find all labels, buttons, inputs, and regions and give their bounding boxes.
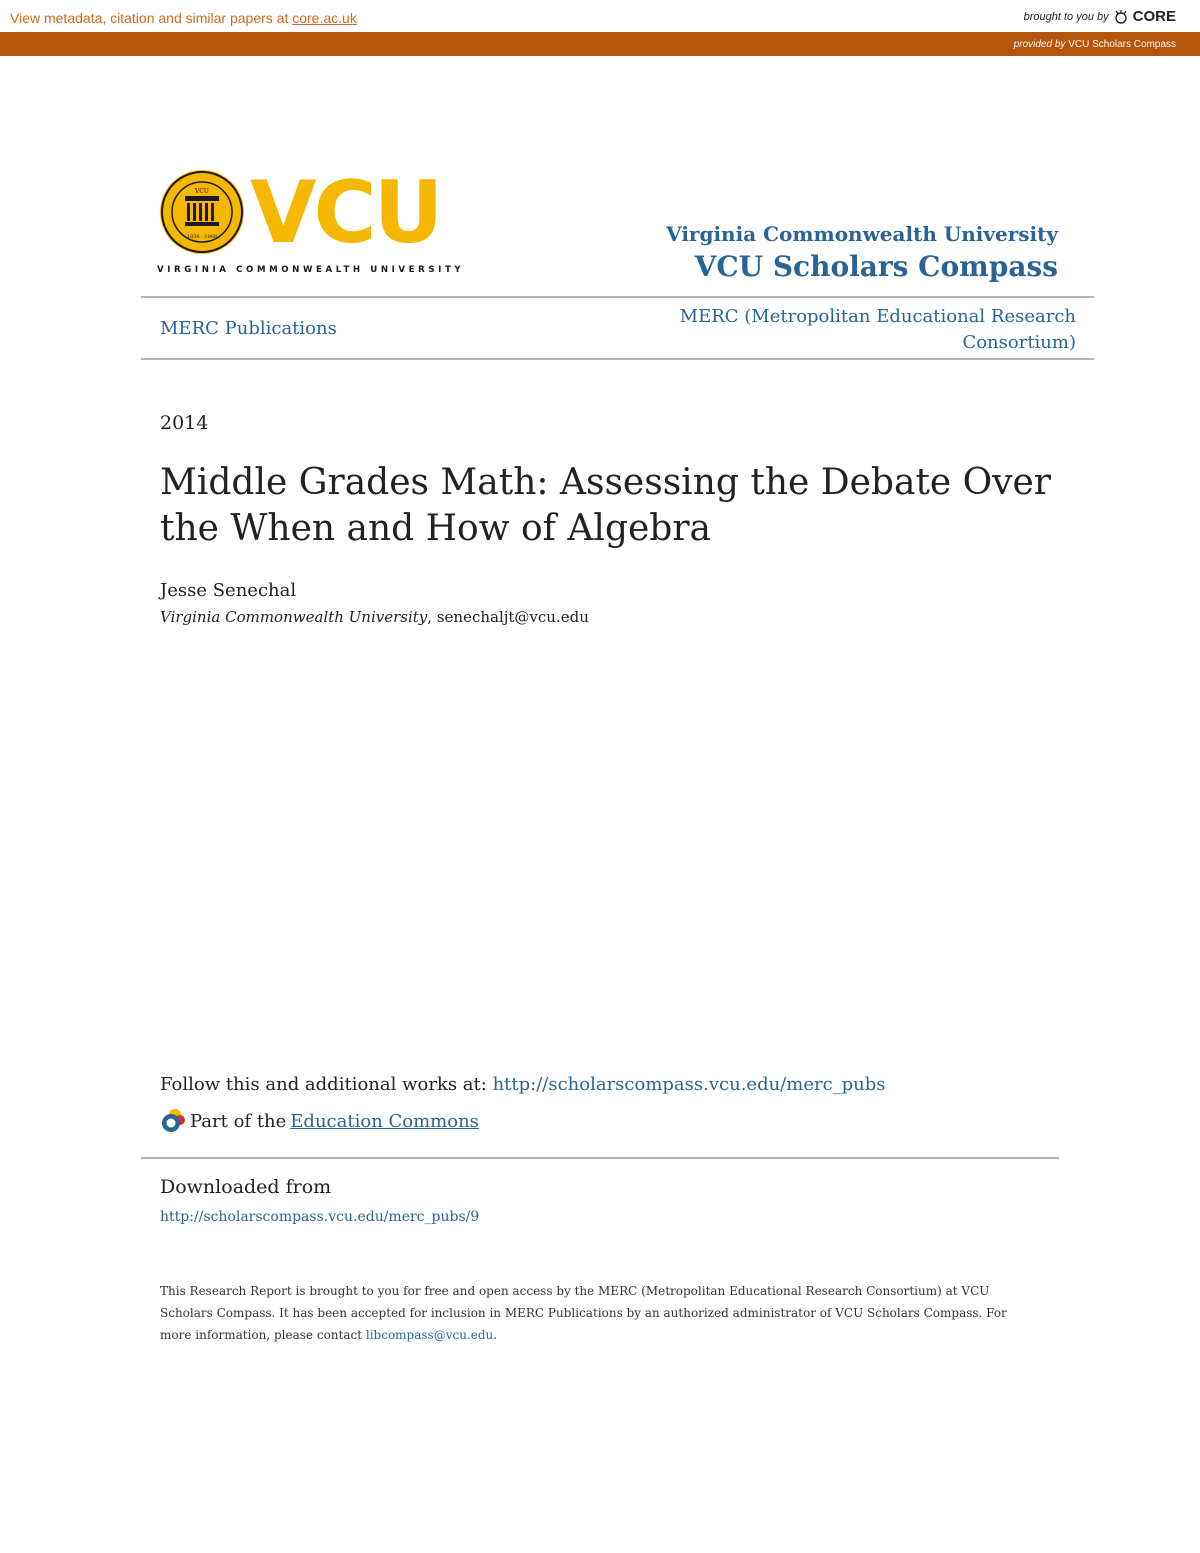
seal-year-text: 1838 · 1968 xyxy=(186,234,218,240)
commons-network-icon xyxy=(160,1108,186,1134)
repository-name[interactable]: VCU Scholars Compass xyxy=(694,250,1058,283)
partof-label: Part of the xyxy=(190,1110,287,1132)
partof-line xyxy=(160,1108,479,1134)
downloaded-from-label: Downloaded from xyxy=(160,1176,332,1198)
access-notice xyxy=(160,1280,1040,1346)
series-link[interactable]: MERC Publications xyxy=(160,318,337,339)
core-brand[interactable] xyxy=(1024,8,1176,25)
author-email: , senechaljt@vcu.edu xyxy=(427,608,589,626)
affiliation-name: Virginia Commonwealth University xyxy=(160,608,428,626)
core-banner xyxy=(0,0,1200,32)
publication-year: 2014 xyxy=(160,412,209,434)
core-metadata-text: View metadata, citation and similar papers at xyxy=(10,10,293,26)
vcu-seal-icon xyxy=(160,170,244,254)
core-metadata-line xyxy=(10,10,357,26)
author-affiliation xyxy=(160,608,589,626)
paper-title: Middle Grades Math: Assessing the Debate Over the When and How of Algebra xyxy=(160,462,1052,549)
contact-email-link[interactable]: libcompass@vcu.edu xyxy=(365,1328,494,1342)
seal-center-text: VCU xyxy=(195,188,209,195)
consortium-line-2: Consortium) xyxy=(962,332,1076,353)
education-commons-link[interactable]: Education Commons xyxy=(290,1110,479,1132)
header-divider xyxy=(141,296,1094,298)
brought-to-you-text: brought to you by xyxy=(1023,10,1109,23)
core-logo-icon xyxy=(1113,9,1129,25)
vcu-wordmark: VCU xyxy=(250,163,441,263)
consortium-link[interactable] xyxy=(656,304,1076,356)
repository-header xyxy=(666,222,1058,283)
consortium-line-1: MERC (Metropolitan Educational Research xyxy=(679,306,1076,327)
vcu-logo[interactable] xyxy=(155,160,485,280)
download-url-link[interactable]: http://scholarscompass.vcu.edu/merc_pubs/9 xyxy=(160,1209,480,1225)
follow-line xyxy=(160,1074,886,1095)
provided-source: VCU Scholars Compass xyxy=(1068,39,1176,50)
core-link[interactable]: core.ac.uk xyxy=(292,10,357,26)
author-name: Jesse Senechal xyxy=(160,580,297,601)
follow-label: Follow this and additional works at: xyxy=(160,1074,493,1095)
university-name[interactable]: Virginia Commonwealth University xyxy=(666,222,1058,246)
core-label: CORE xyxy=(1132,8,1176,25)
provider-text xyxy=(1014,39,1176,50)
provider-bar xyxy=(0,32,1200,56)
notice-text: This Research Report is brought to you for free and open access by the MERC (Metropolitan Educational Research Consortium) at VCU Scholars Compass. It has been accepted for inclusion in MERC Publications by an authorized administrator of VCU Scholars Compass. For more information, please contact xyxy=(160,1284,1007,1342)
vcu-tagline: VIRGINIA COMMONWEALTH UNIVERSITY xyxy=(157,265,465,275)
notice-end: . xyxy=(493,1328,498,1342)
provided-prefix: provided by xyxy=(1013,39,1066,50)
links-divider xyxy=(141,1157,1059,1159)
collection-divider xyxy=(141,358,1094,360)
follow-url-link[interactable]: http://scholarscompass.vcu.edu/merc_pubs xyxy=(492,1074,886,1095)
